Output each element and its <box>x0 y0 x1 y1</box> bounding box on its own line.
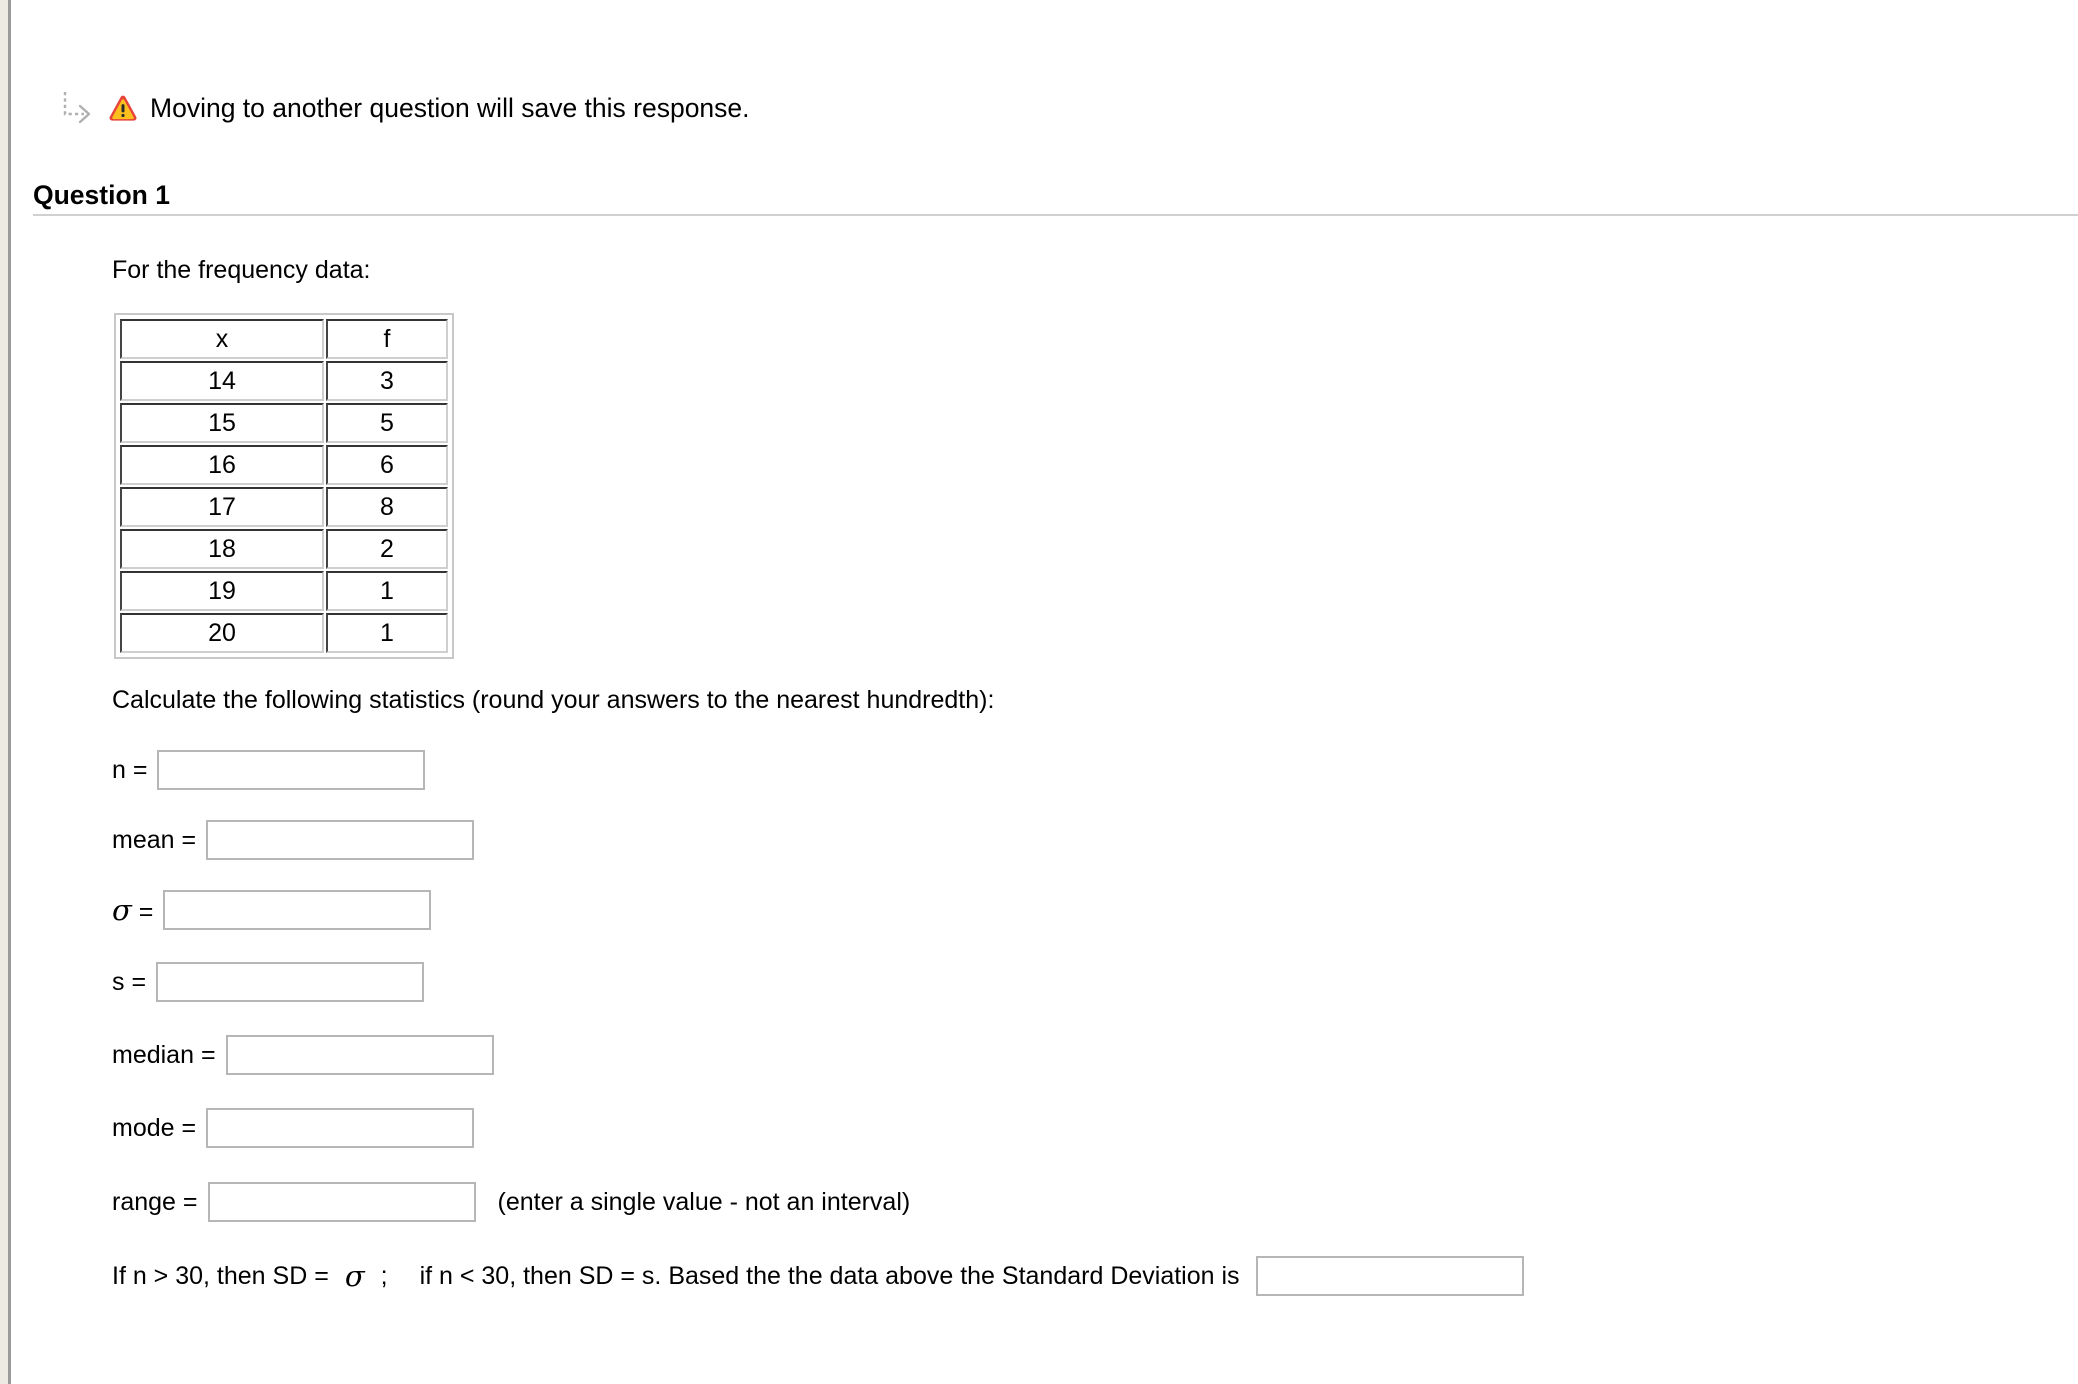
answer-label-mean: mean = <box>112 825 197 854</box>
answer-label-median: median = <box>112 1040 216 1069</box>
answer-row-s <box>112 960 424 1004</box>
heading-divider <box>33 214 2078 216</box>
table-row <box>120 571 448 611</box>
mean-input[interactable] <box>206 820 474 860</box>
answer-label-mode: mode = <box>112 1113 197 1142</box>
answer-label-s: s = <box>112 967 147 996</box>
answer-row-mode <box>112 1106 474 1150</box>
page-left-edge-strip <box>0 0 8 1384</box>
range-input[interactable] <box>208 1182 476 1222</box>
sigma-input[interactable] <box>163 890 431 930</box>
answer-row-range <box>112 1180 910 1224</box>
table-row <box>120 445 448 485</box>
answer-label-range: range = <box>112 1187 198 1216</box>
sigma-symbol: σ <box>112 892 132 927</box>
mode-input[interactable] <box>206 1108 474 1148</box>
table-header-row <box>120 319 448 359</box>
calculate-instruction: Calculate the following statistics (round your answers to the nearest hundredth): <box>112 686 995 714</box>
table-row <box>120 529 448 569</box>
standard-deviation-input[interactable] <box>1256 1256 1524 1296</box>
table-row <box>120 403 448 443</box>
table-header-cell: x <box>120 319 324 359</box>
frequency-data-label: For the frequency data: <box>112 256 371 284</box>
table-cell: 5 <box>326 403 448 443</box>
answer-row-mean <box>112 818 474 862</box>
s-input[interactable] <box>156 962 424 1002</box>
table-cell: 18 <box>120 529 324 569</box>
table-row <box>120 487 448 527</box>
save-response-notice-text: Moving to another question will save this response. <box>150 92 750 123</box>
answer-label-sigma <box>112 892 154 927</box>
question-content-area <box>11 0 2078 1384</box>
sd-sentence-semicolon: ; <box>380 1261 388 1290</box>
page-title: Question 1 <box>33 180 170 210</box>
table-header-cell: f <box>326 319 448 359</box>
warning-triangle-icon <box>108 93 138 123</box>
save-response-notice <box>60 86 750 130</box>
median-input[interactable] <box>226 1035 494 1075</box>
table-cell: 1 <box>326 613 448 653</box>
n-input[interactable] <box>157 750 425 790</box>
table-cell: 17 <box>120 487 324 527</box>
sigma-equals-sign: = <box>138 897 154 926</box>
table-cell: 14 <box>120 361 324 401</box>
answer-row-n <box>112 748 425 792</box>
answer-row-median <box>112 1033 494 1077</box>
return-arrow-icon <box>60 90 94 126</box>
range-hint-text: (enter a single value - not an interval) <box>497 1187 911 1216</box>
table-cell: 19 <box>120 571 324 611</box>
table-cell: 3 <box>326 361 448 401</box>
frequency-table <box>114 313 454 659</box>
table-row <box>120 613 448 653</box>
sd-sentence-part1: If n > 30, then SD = <box>112 1261 329 1290</box>
table-cell: 6 <box>326 445 448 485</box>
table-cell: 15 <box>120 403 324 443</box>
sd-sigma-symbol: σ <box>344 1258 365 1293</box>
answer-row-sigma <box>112 888 431 932</box>
table-cell: 16 <box>120 445 324 485</box>
table-cell: 20 <box>120 613 324 653</box>
sd-sentence-part3: if n < 30, then SD = s. Based the the data above the Standard Deviation is <box>419 1261 1240 1290</box>
table-cell: 1 <box>326 571 448 611</box>
table-cell: 2 <box>326 529 448 569</box>
table-row <box>120 361 448 401</box>
table-cell: 8 <box>326 487 448 527</box>
standard-deviation-sentence <box>112 1253 1524 1299</box>
answer-label-n: n = <box>112 755 148 784</box>
